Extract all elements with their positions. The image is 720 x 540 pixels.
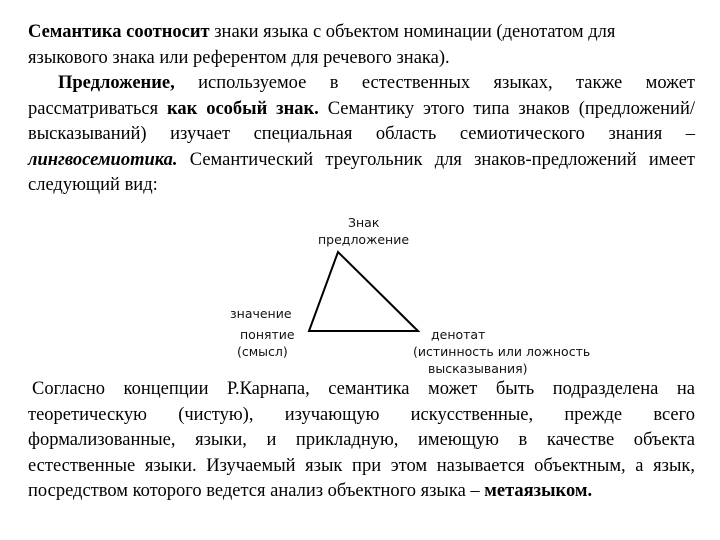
- sign-label: Знак: [348, 215, 380, 230]
- sense-label: (смысл): [237, 344, 288, 359]
- sentence-lead: Предложение,: [58, 73, 175, 93]
- utterance-label: высказывания): [428, 361, 528, 376]
- metalanguage-term: метаязыком.: [484, 481, 593, 502]
- denotatum-label: денотат: [431, 327, 486, 342]
- carnap-paragraph: [28, 377, 695, 505]
- special-sign-term: как особый знак.: [167, 98, 319, 119]
- semantics-lead: Семантика соотносит: [28, 22, 210, 42]
- concept-label: понятие: [240, 327, 295, 342]
- sentence-text-3: Семантический треугольник для знаков-предложений имеет следующий вид:: [28, 149, 695, 196]
- intro-text: знаки языка с объектом номинации (денотатом для языкового знака или референтом для речевого знака).: [28, 22, 616, 68]
- sentence-text-1: используемое в естественных языках, также может рассматриваться: [28, 73, 695, 119]
- triangle-outline: [309, 252, 418, 331]
- truth-value-label: (истинность или ложность: [413, 344, 591, 359]
- sentence-label: предложение: [318, 232, 410, 247]
- meaning-label: значение: [230, 306, 292, 321]
- carnap-text: Согласно концепции Р.Карнапа, семантика может быть подразделена на теоретическую (чистую), изучающую искусственные, прежде всего формализованные, языки, и прикладную, имеющую в качестве объекта естественные языки. Изучаемый язык при этом называется объектным, а язык, посредством которого ведется анализ объектного языка –: [28, 379, 695, 502]
- sentence-text-2: Семантику этого типа знаков (предложений/высказываний) изучает специальная область семиотического знания –: [28, 98, 695, 145]
- linguosemiotics-term: лингвосемиотика.: [28, 149, 178, 170]
